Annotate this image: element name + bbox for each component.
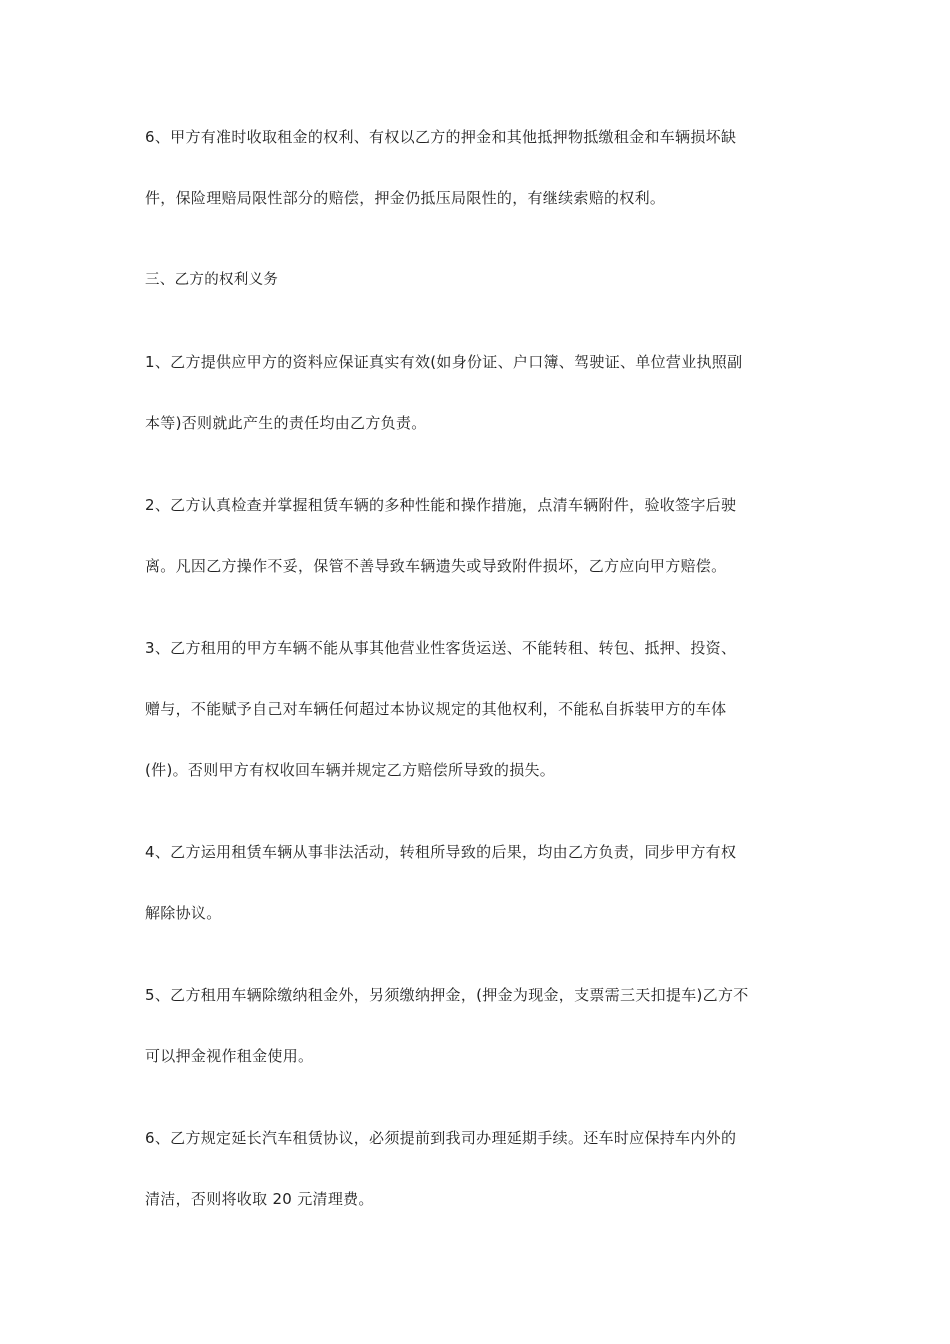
text-line: 1、乙方提供应甲方的资料应保证真实有效(如身份证、户口簿、驾驶证、单位营业执照副 — [145, 353, 743, 371]
paragraph-yi-5 — [145, 976, 810, 1098]
text-line: 6、乙方规定延长汽车租赁协议，必须提前到我司办理延期手续。还车时应保持车内外的 — [145, 1129, 737, 1147]
text-line: 本等)否则就此产生的责任均由乙方负责。 — [145, 414, 427, 432]
paragraph-jia-6 — [145, 118, 810, 240]
text-line: 可以押金视作租金使用。 — [145, 1047, 314, 1065]
paragraph-yi-1 — [145, 343, 810, 465]
text-line: 件，保险理赔局限性部分的赔偿，押金仍抵压局限性的，有继续索赔的权利。 — [145, 189, 666, 207]
text-line: 三、乙方的权利义务 — [145, 272, 279, 288]
text-line: 离。凡因乙方操作不妥，保管不善导致车辆遗失或导致附件损坏，乙方应向甲方赔偿。 — [145, 557, 727, 575]
text-line: 赠与，不能赋予自己对车辆任何超过本协议规定的其他权利，不能私自拆装甲方的车体 — [145, 700, 727, 718]
text-line: 5、乙方租用车辆除缴纳租金外，另须缴纳押金，(押金为现金，支票需三天扣提车)乙方不 — [145, 986, 749, 1004]
text-line: 6、甲方有准时收取租金的权利、有权以乙方的押金和其他抵押物抵缴租金和车辆损坏缺 — [145, 128, 737, 146]
paragraph-yi-3 — [145, 629, 810, 812]
text-line: 4、乙方运用租赁车辆从事非法活动，转租所导致的后果，均由乙方负责，同步甲方有权 — [145, 843, 737, 861]
text-line: (件)。否则甲方有权收回车辆并规定乙方赔偿所导致的损失。 — [145, 761, 556, 779]
paragraph-yi-4 — [145, 833, 810, 955]
paragraph-yi-6 — [145, 1119, 810, 1241]
text-line: 清洁，否则将收取 20 元清理费。 — [145, 1190, 374, 1208]
document-body — [145, 118, 810, 1262]
text-line: 3、乙方租用的甲方车辆不能从事其他营业性客货运送、不能转租、转包、抵押、投资、 — [145, 639, 737, 657]
text-line: 2、乙方认真检查并掌握租赁车辆的多种性能和操作措施，点清车辆附件，验收签字后驶 — [145, 496, 737, 514]
paragraph-yi-2 — [145, 486, 810, 608]
section-heading-yi-rights — [145, 261, 810, 322]
text-line: 解除协议。 — [145, 904, 222, 922]
